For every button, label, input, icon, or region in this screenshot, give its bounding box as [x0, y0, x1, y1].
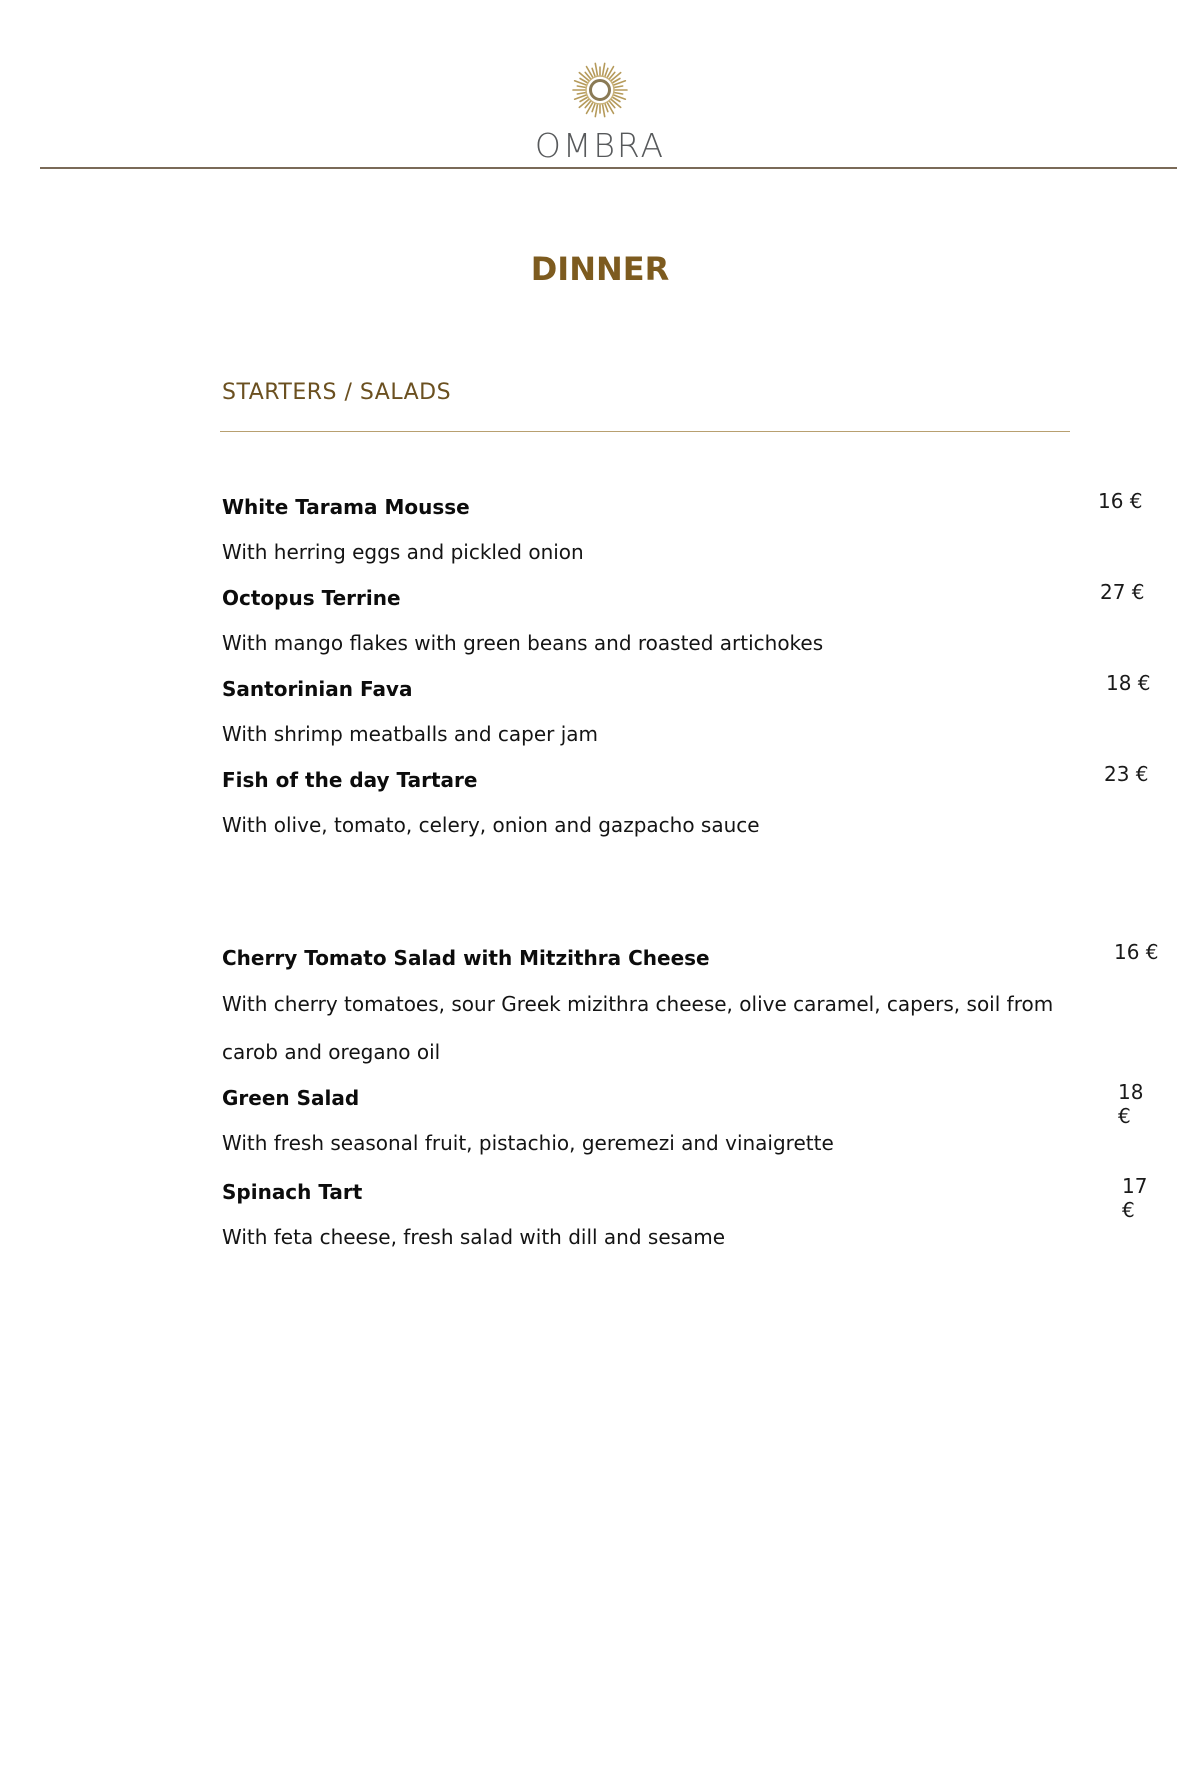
logo-ray [577, 86, 585, 87]
menu-item-description: With cherry tomatoes, sour Greek mizithra cheese, olive caramel, capers, soil from carob and oregano oil [222, 992, 1054, 1064]
logo-ray [603, 63, 605, 75]
sun-ring-icon [570, 60, 630, 120]
logo-ray [603, 105, 605, 117]
menu-item-name: Octopus Terrine [222, 586, 401, 610]
logo-ray [615, 93, 623, 94]
menu-item-name: Fish of the day Tartare [222, 768, 478, 792]
menu-item [222, 940, 1162, 1076]
logo-ray [595, 63, 597, 75]
menu-item-description: With olive, tomato, celery, onion and gazpacho sauce [222, 813, 760, 837]
section-heading: STARTERS / SALADS [222, 380, 452, 405]
menu-item [222, 1174, 1162, 1249]
logo-ray [615, 86, 623, 87]
menu-item-description: With feta cheese, fresh salad with dill and sesame [222, 1225, 726, 1249]
menu-item-name: Spinach Tart [222, 1180, 363, 1204]
menu-item [222, 489, 1162, 564]
menu-item-description: With herring eggs and pickled onion [222, 540, 584, 564]
menu-item-price: 18 € [1118, 1080, 1144, 1128]
logo-ray [577, 93, 585, 94]
menu-item [222, 671, 1162, 746]
menu-item [222, 762, 1162, 837]
menu-item-name: White Tarama Mousse [222, 495, 470, 519]
logo-ray [605, 104, 608, 112]
logo-ray [595, 105, 597, 117]
menu-item-price: 16 € [1098, 489, 1143, 513]
menu-item [222, 580, 1162, 655]
brand-name: OMBRA [534, 126, 666, 165]
menu-item-name: Cherry Tomato Salad with Mitzithra Cheese [222, 946, 710, 970]
logo-ray [592, 68, 595, 76]
menu-item-name: Santorinian Fava [222, 677, 413, 701]
menu-item-description: With fresh seasonal fruit, pistachio, geremezi and vinaigrette [222, 1131, 834, 1155]
logo-ray [605, 68, 608, 76]
menu-item-description: With mango flakes with green beans and roasted artichokes [222, 631, 824, 655]
page-title: DINNER [530, 250, 670, 288]
menu-item-name: Green Salad [222, 1086, 360, 1110]
menu-item-price: 18 € [1106, 671, 1151, 695]
menu-item-description: With shrimp meatballs and caper jam [222, 722, 599, 746]
menu-item-price: 23 € [1104, 762, 1149, 786]
menu-item-price: 16 € [1114, 940, 1159, 964]
section-divider [220, 431, 1070, 432]
menu-item-price: 17 € [1122, 1174, 1148, 1222]
header-divider [40, 167, 1177, 169]
logo-ray [592, 104, 595, 112]
menu-item [222, 1080, 1162, 1155]
brand-logo [0, 60, 1200, 165]
menu-item-price: 27 € [1100, 580, 1145, 604]
